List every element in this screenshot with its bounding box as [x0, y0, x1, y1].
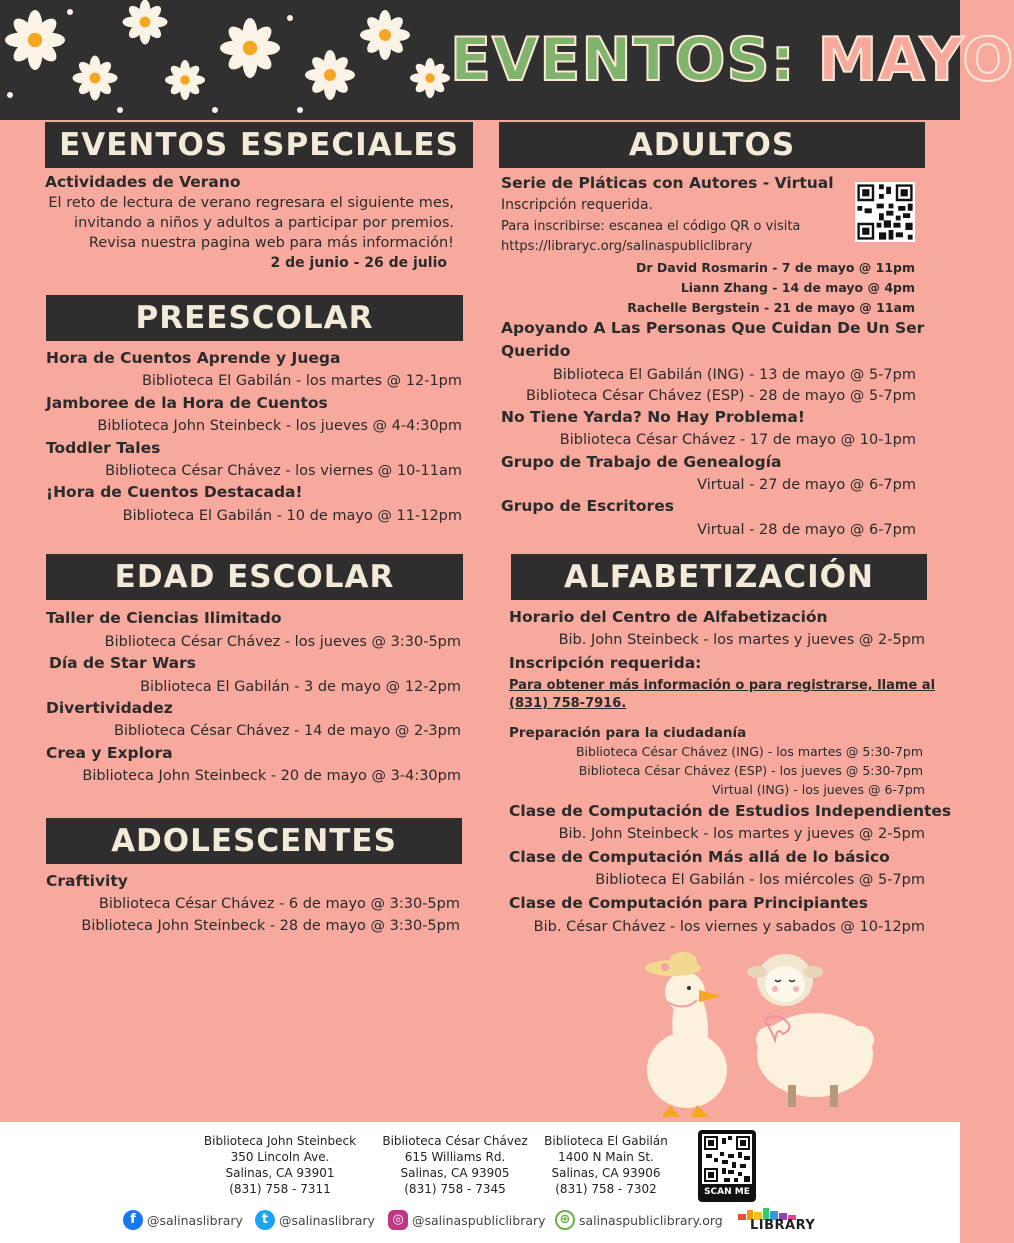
escolar-event-title: Crea y Explora — [46, 744, 173, 762]
escolar-event-title: Día de Star Wars — [49, 654, 196, 672]
yarda-detail: Biblioteca César Chávez - 17 de mayo @ 10-1pm — [559, 432, 916, 448]
especiales-heading: EVENTOS ESPECIALES — [45, 122, 473, 168]
preescolar-event-detail: Biblioteca El Gabilán - los martes @ 12-1pm — [141, 373, 462, 389]
adultos-heading: ADULTOS — [499, 122, 925, 168]
library-logo-text: LIBRARY — [750, 1218, 816, 1233]
ciudadania-detail: Biblioteca César Chávez (ESP) - los jueves @ 5:30-7pm — [578, 763, 923, 778]
globe-icon: ⊕ — [555, 1210, 575, 1230]
preescolar-event-title: Hora de Cuentos Aprende y Juega — [46, 349, 341, 367]
page-title: EVENTOS: MAYO — [450, 25, 1014, 95]
especiales-line-2: invitando a niños y adultos a participar por premios. — [74, 215, 454, 231]
especiales-line-3: Revisa nuestra pagina web para más información! — [88, 235, 454, 251]
serie-info-2[interactable]: https://libraryc.org/salinaspubliclibrary — [501, 239, 753, 254]
qr-code-icon[interactable] — [855, 182, 915, 242]
escritores-title: Grupo de Escritores — [501, 497, 674, 515]
branch-phone[interactable]: (831) 758 - 7345 — [404, 1182, 506, 1196]
twitter-link[interactable]: t @salinaslibrary — [255, 1210, 375, 1230]
branch-address: 350 Lincoln Ave. — [230, 1150, 330, 1164]
genealogia-title: Grupo de Trabajo de Genealogía — [501, 453, 782, 471]
apoyando-detail: Biblioteca El Gabilán (ING) - 13 de mayo @ 5-7pm — [552, 367, 916, 383]
adolescentes-event-detail: Biblioteca John Steinbeck - 28 de mayo @ 3:30-5pm — [81, 918, 460, 934]
apoyando-detail: Biblioteca César Chávez (ESP) - 28 de mayo @ 5-7pm — [525, 388, 916, 404]
branch-city: Salinas, CA 93905 — [400, 1166, 510, 1180]
facebook-icon: f — [123, 1210, 143, 1230]
preescolar-event-detail: Biblioteca El Gabilán - 10 de mayo @ 11-12pm — [122, 508, 462, 524]
computacion-detail: Bib. John Steinbeck - los martes y jueves @ 2-5pm — [558, 826, 925, 842]
twitter-icon: t — [255, 1210, 275, 1230]
author-event: Rachelle Bergstein - 21 de mayo @ 11am — [627, 300, 915, 315]
info-phone[interactable]: (831) 758-7916. — [509, 696, 627, 711]
horario-detail: Bib. John Steinbeck - los martes y jueves @ 2-5pm — [558, 632, 925, 648]
serie-title: Serie de Pláticas con Autores - Virtual — [501, 174, 834, 192]
header-bar — [0, 0, 1014, 120]
instagram-icon: ◎ — [388, 1210, 408, 1230]
branch-address: 1400 N Main St. — [558, 1150, 654, 1164]
author-event: Liann Zhang - 14 de mayo @ 4pm — [680, 280, 915, 295]
duck-and-sheep-icon — [625, 940, 880, 1120]
branch-info — [190, 1133, 370, 1197]
escolar-event-detail: Biblioteca César Chávez - los jueves @ 3:30-5pm — [104, 634, 461, 650]
preescolar-event-title: Toddler Tales — [46, 439, 161, 457]
adolescentes-event-detail: Biblioteca César Chávez - 6 de mayo @ 3:30-5pm — [98, 896, 460, 912]
instagram-link[interactable]: ◎ @salinaspubliclibrary — [388, 1210, 546, 1230]
inscripcion-title: Inscripción requerida: — [509, 654, 702, 672]
ciudadania-detail: Virtual (ING) - los jueves @ 6-7pm — [711, 782, 925, 797]
computacion-title: Clase de Computación Más allá de lo básico — [509, 848, 890, 866]
ciudadania-detail: Biblioteca César Chávez (ING) - los martes @ 5:30-7pm — [575, 744, 923, 759]
branch-name: Biblioteca César Chávez — [382, 1134, 528, 1148]
escolar-event-title: Taller de Ciencias Ilimitado — [46, 609, 282, 627]
qr-code-icon — [702, 1134, 752, 1184]
yarda-title: No Tiene Yarda? No Hay Problema! — [501, 408, 805, 426]
branch-name: Biblioteca John Steinbeck — [203, 1134, 357, 1148]
flower-decoration-icon — [0, 0, 450, 120]
serie-requirement: Inscripción requerida. — [501, 197, 653, 213]
especiales-dates: 2 de junio - 26 de julio — [270, 255, 447, 271]
adolescentes-heading: ADOLESCENTES — [46, 818, 462, 864]
branch-phone[interactable]: (831) 758 - 7311 — [229, 1182, 331, 1196]
preescolar-heading: PREESCOLAR — [46, 295, 463, 341]
preescolar-event-title: ¡Hora de Cuentos Destacada! — [46, 483, 303, 501]
scan-me-label: SCAN ME — [704, 1187, 750, 1197]
branch-info — [516, 1133, 696, 1197]
computacion-detail: Bib. César Chávez - los viernes y sabados @ 10-12pm — [533, 919, 925, 935]
ciudadania-title: Preparación para la ciudadanía — [509, 725, 747, 741]
branch-city: Salinas, CA 93901 — [225, 1166, 335, 1180]
preescolar-event-detail: Biblioteca César Chávez - los viernes @ 10-11am — [105, 463, 462, 479]
author-event: Dr David Rosmarin - 7 de mayo @ 11pm — [636, 260, 915, 275]
apoyando-title-cont: Querido — [501, 342, 571, 360]
website-link[interactable]: ⊕ salinaspubliclibrary.org — [555, 1210, 723, 1230]
adolescentes-event-title: Craftivity — [46, 872, 128, 890]
computacion-detail: Biblioteca El Gabilán - los miércoles @ 5-7pm — [595, 872, 925, 888]
escolar-event-title: Divertividadez — [46, 699, 173, 717]
facebook-link[interactable]: f @salinaslibrary — [123, 1210, 243, 1230]
library-logo — [738, 1206, 838, 1232]
computacion-title: Clase de Computación para Principiantes — [509, 894, 868, 912]
footer-qr[interactable] — [698, 1130, 756, 1202]
escolar-event-detail: Biblioteca John Steinbeck - 20 de mayo @ 3-4:30pm — [82, 768, 461, 784]
branch-phone[interactable]: (831) 758 - 7302 — [555, 1182, 657, 1196]
computacion-title: Clase de Computación de Estudios Independientes — [509, 802, 952, 820]
escritores-detail: Virtual - 28 de mayo @ 6-7pm — [697, 522, 916, 538]
escolar-heading: EDAD ESCOLAR — [46, 554, 463, 600]
branch-address: 615 Williams Rd. — [404, 1150, 506, 1164]
branch-name: Biblioteca El Gabilán — [544, 1134, 668, 1148]
branch-city: Salinas, CA 93906 — [551, 1166, 661, 1180]
serie-info-1: Para inscribirse: escanea el código QR o visita — [501, 219, 801, 234]
especiales-line-1: El reto de lectura de verano regresara el siguiente mes, — [48, 195, 454, 211]
genealogia-detail: Virtual - 27 de mayo @ 6-7pm — [697, 477, 916, 493]
horario-title: Horario del Centro de Alfabetización — [509, 608, 828, 626]
escolar-event-detail: Biblioteca El Gabilán - 3 de mayo @ 12-2pm — [140, 679, 461, 695]
preescolar-event-detail: Biblioteca John Steinbeck - los jueves @ 4-4:30pm — [97, 418, 462, 434]
apoyando-title: Apoyando A Las Personas Que Cuidan De Un Ser — [501, 319, 925, 337]
especiales-event-title: Actividades de Verano — [45, 173, 241, 191]
preescolar-event-title: Jamboree de la Hora de Cuentos — [46, 394, 328, 412]
info-line-1[interactable]: Para obtener más información o para registrarse, llame al — [509, 678, 936, 693]
alfabetizacion-heading: ALFABETIZACIÓN — [511, 554, 927, 600]
escolar-event-detail: Biblioteca César Chávez - 14 de mayo @ 2-3pm — [114, 723, 461, 739]
